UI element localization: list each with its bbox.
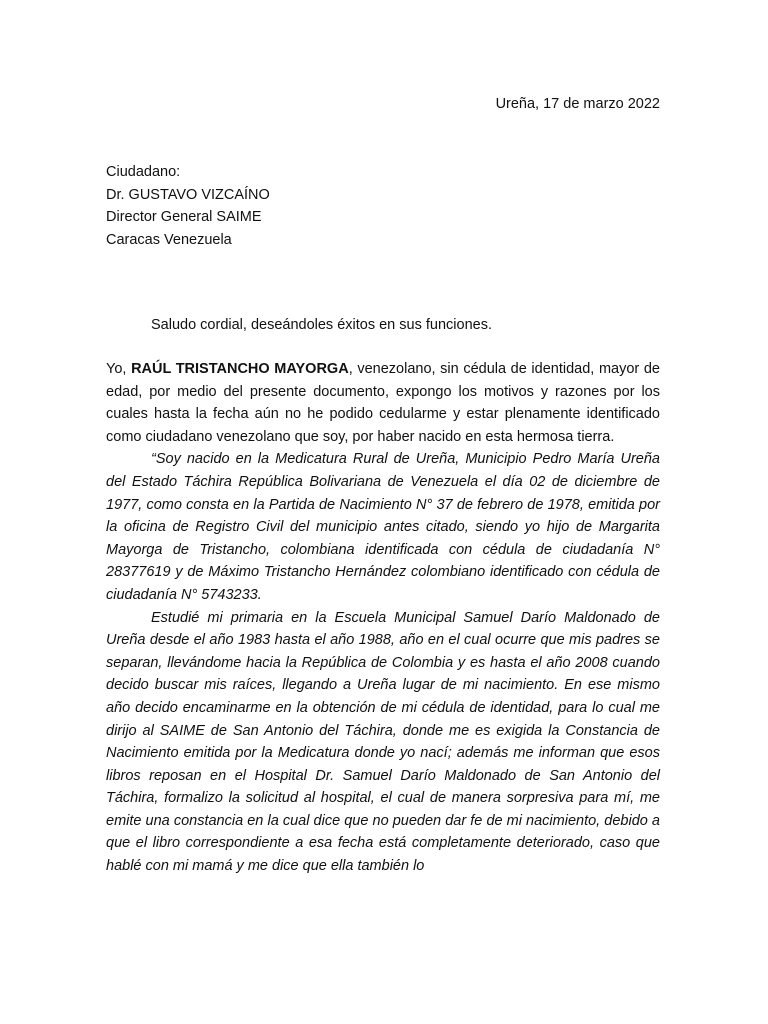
author-name: RAÚL TRISTANCHO MAYORGA bbox=[131, 361, 349, 377]
recipient-title: Director General SAIME bbox=[106, 209, 262, 225]
recipient-location: Caracas Venezuela bbox=[106, 231, 232, 248]
intro-text: , venezolano, sin cédula de identidad, mayor de edad, por medio del presente documento, expongo los motivos y razones por los cuales hasta la fecha aún no he podido cedularme y estar plenamente identificado como ciudadano venezolano que soy, por haber nacido en esta hermosa tierra. bbox=[106, 361, 660, 445]
greeting-line: Saludo cordial, deseándoles éxitos en sus funciones. bbox=[151, 317, 492, 333]
paragraph-introduction bbox=[106, 358, 660, 448]
letter-body bbox=[106, 358, 660, 878]
date-line: Ureña, 17 de marzo 2022 bbox=[495, 96, 660, 112]
paragraph-education-history: Estudié mi primaria en la Escuela Municipal Samuel Darío Maldonado de Ureña desde el año 1983 hasta el año 1988, año en el cual ocurre que mis padres se separan, llevándome hacia la República de Colombia y es hasta el año 2008 cuando decido buscar mis raíces, llegando a Ureña lugar de mi nacimiento. En ese mismo año decido encaminarme en la obtención de mi cédula de identidad, para lo cual me dirijo al SAIME de San Antonio del Táchira, donde me es exigida la Constancia de Nacimiento emitida por la Medicatura donde yo nací; además me informan que esos libros reposan en el Hospital Dr. Samuel Darío Maldonado de San Antonio del Táchira, formalizo la solicitud al hospital, el cual de manera sorpresiva para mí, me emite una constancia en la cual dice que no pueden dar fe de mi nacimiento, debido a que el libro correspondiente a esa fecha está completamente deteriorado, caso que hablé con mi mamá y me dice que ella también lo bbox=[106, 609, 660, 875]
recipient-salutation: Ciudadano: bbox=[106, 164, 181, 180]
recipient-name: Dr. GUSTAVO VIZCAÍNO bbox=[106, 186, 270, 203]
paragraph-birth-record: “Soy nacido en la Medicatura Rural de Ureña, Municipio Pedro María Ureña del Estado Táchira República Bolivariana de Venezuela el día 02 de diciembre de 1977, como consta en la Partida de Nacimiento N° 37 de febrero de 1978, emitida por la oficina de Registro Civil del municipio antes citado, siendo yo hijo de Margarita Mayorga de Tristancho, colombiana identificada con cédula de ciudadanía N° 28377619 y de Máximo Tristancho Hernández colombiano identificado con cédula de ciudadanía N° 5743233. bbox=[106, 451, 660, 603]
recipient-block bbox=[106, 161, 270, 251]
intro-prefix: Yo, bbox=[106, 361, 132, 377]
